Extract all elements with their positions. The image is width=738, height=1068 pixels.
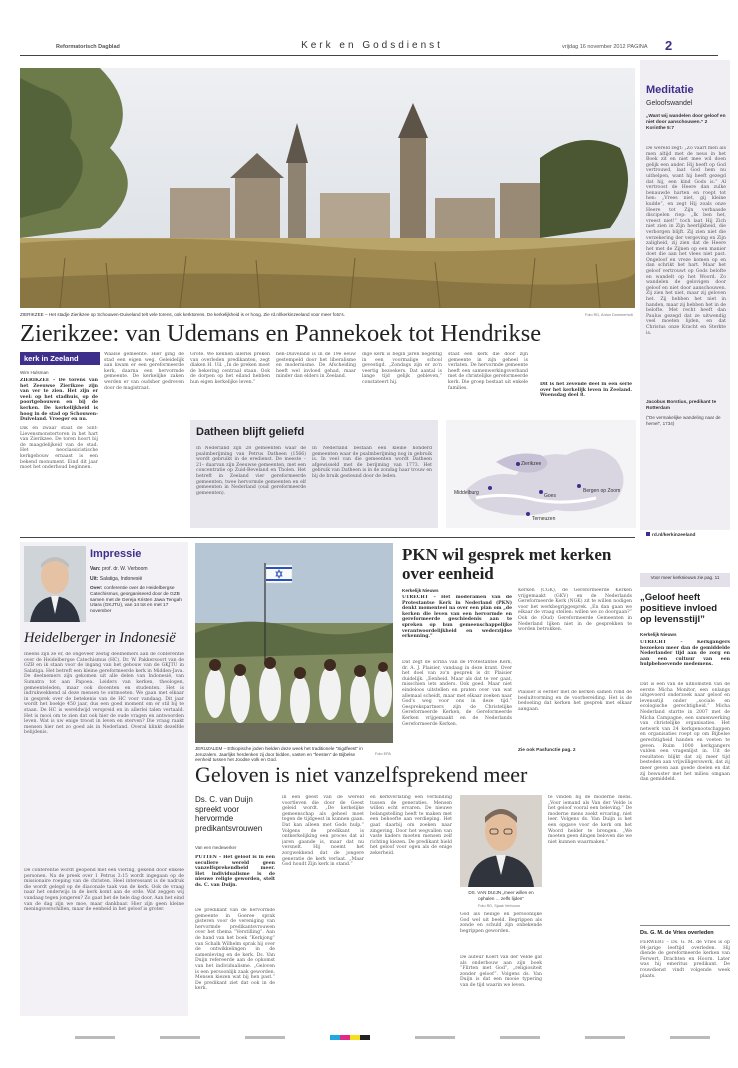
impressie-uit-label: Uit: — [90, 576, 99, 582]
zierikzee-body-col1: Dik en zwaar staat de Sint-Lievensmonstertoren in het hart van Zierikzee. De toren hoort bij de maagdelijkeid van de stad. Het neoclassicistische kerkgebouw ernaast is een bekend monument. Eind dit jaar moet het onderhoud beginnen. — [20, 426, 98, 471]
map-label-goes: Goes — [544, 493, 556, 499]
van-duijn-credit: Foto RD, Sjaak Verboom — [478, 904, 520, 908]
zeeland-link[interactable] — [646, 532, 695, 538]
header-paper-name: Reformatorisch Dagblad — [56, 44, 120, 50]
impressie-uit-value: Salatiga, Indonesië — [99, 576, 143, 582]
zierikzee-author: Wim Hulsman — [20, 370, 49, 375]
zierikzee-body-col4: nen-Duiveland is in de 19e eeuw gestempeld door het liberalisme en modernisme. De Afscheiding heeft wel invloed gehad, maar minder dan elders in Zeeland. — [276, 352, 356, 380]
header-page-label: PAGINA — [627, 44, 648, 50]
impressie-over-label: Over: — [90, 586, 103, 591]
impressie-uit — [90, 576, 185, 582]
geloven-lead: PUTTEN – Het geloof is in een seculiere wereld geen vanzelfsprekendheid meer. Het individualisme is de nieuwe religie geworden, stelt ds. C. van Duijn. — [195, 855, 275, 888]
map-marker-goes — [539, 490, 543, 494]
print-mark-1 — [75, 1036, 115, 1039]
impressie-headline: Heidelberger in Indonesië — [24, 630, 176, 646]
link-icon — [646, 532, 650, 536]
meditation-author: Jacobus Borstius, predikant te Rotterdam — [646, 400, 717, 411]
zeeland-map-image — [446, 420, 636, 528]
link-text[interactable]: rd.nl/kerkinzeeland — [652, 533, 696, 538]
meditation-source: (”De vermakelijke wandeling naar de hemel”, 1734) — [646, 415, 721, 426]
map-label-bergen-op-zoom: Bergen op Zoom — [583, 488, 621, 494]
jeruzalem-crowd-image — [195, 543, 393, 743]
zierikzee-landscape-image — [20, 68, 635, 308]
map-label-zierikzee: Zierikzee — [521, 461, 542, 467]
print-mark-7 — [670, 1036, 710, 1039]
jeruzalem-caption: JERUZALEM – Ethiopische joden hielden deze week het traditionele ”Sigdfeest” in Jeruzalem. Jaarlijks herdenken zij door bidden, vasten en ”feesten” de Bijbelse eenheid tussen het Joodse volk en God. — [195, 746, 363, 763]
header-page-number: 2 — [665, 38, 673, 53]
obit-body: FERWERT – Ds. G. M. de Vries is op 84-jarige leeftijd overleden. Hij diende de gereformeerde kerken van Ferwert, Drachten en Hoorn. Later was hij emeritus predikant. De rouwdienst vindt volgende week plaats. — [640, 940, 730, 979]
jeruzalem-credit: Foto EPA — [375, 752, 391, 756]
impressie-van-label: Van: — [90, 566, 101, 572]
datheen-title: Datheen blijft geliefd — [196, 426, 305, 438]
kerknieuws-ref[interactable]: Voor meer kerknieuws zie pag. 11 — [650, 575, 720, 580]
geloven-body5: De auteur Koert van der Velde gaf als onderbouw aan zijn boek ”Flirten met God”, „religiositeit zonder geloof”. Volgens ds. Van Duijn is dat een mooie typering van de tijd waarin we leven. — [460, 955, 542, 988]
meditation-body: De wereld zegt: „Zo vaart men als men altijd met de neus in het Boek zit en niet mee wil doen gelijk een ander. Hij heeft op God vertrouwd, laat God hem nu uithelpen, want hij heeft gezegd dat hij, een kind Gods is.” Al vertroost de Heere dan zulke benauwde harten en roept tot hen: „Vrees niet, gij kleine kudde”, en zegt Hij zoals onze Heere tot Zijn verbaasde discipelen riep: „Ik ben het, vreest niet!” toch laat Hij Zich niet zien in Zijn heerlijkheid, die verborgen blijft. Zij zien niet die verzekering der vergeving en Zijn zaligheid, zij zien dat de Heere het met de Zijnen op een manier doet die aan het vlees niet past. Ongeloof en vreze komen op en dan schrikt het hart. Maar het geloof vertrouwt op Gods belofte en wandelt op het Woord. Zo wandelen de gelovigen door geloof en niet door aanschouwen. Zij zien het niet, maar zij geloven het. Zij hebben het niet in handen, maar zij hebben het in de belofte. Met recht heeft dan Paulus gezegd dat ze uitwendig veel moeten lijden, en dat Christus onze Kracht en Sterkte is. — [646, 146, 726, 336]
print-swatch-cyan — [330, 1035, 340, 1040]
meditation-quote: „Want wij wandelen door geloof en niet door aanschouwen.” 2 Korinthe 5:7 — [646, 114, 726, 131]
geloof-headline: „Geloof heeft positieve invloed op levensstijl” — [640, 592, 718, 625]
pkn-headline: PKN wil gesprek met kerken over eenheid — [402, 545, 612, 583]
top-photo-caption: ZIERIKZEE – Het stadje Zierikzee op Schouwen-Duiveland telt vele torens, ook kerktorens. De kerkelijkheid is er hoog. Zie rd.nl/kerkinzeeland voor meer foto's. — [20, 312, 345, 317]
kerk-in-zeeland-badge: kerk in Zeeland — [20, 352, 100, 365]
zierikzee-body-col2: Waalse gemeente. Hier ging de stad een eigen weg. Geleidelijk aan kwam er een gereformeerde kerk, daarna een hervormde gemeente. De kerkelijke zaken werden er van oudsher gedreven door de magistraat. — [104, 352, 184, 391]
geloven-body4: te vinden bij de moderne mens. „Voor iemand als Van der Velde is het geloof vooral een beleving.” De moderne mens zoekt ervaring, niet leer. Volgens ds. Van Duijn is het een opgave voor de kerk om het Woord helder te brengen. „We moeten geen dingen beloven die we niet kunnen waarmaken.” — [548, 795, 632, 845]
pkn-kicker: Kerkelijk Nieuws — [402, 588, 439, 593]
impressie-body2: De conferentie wordt geopend met een viering, gekend door enkele personen. Na de preek over 1 Petrus 3:15 wordt ingegaan op de missionaire roeping van de christen. Heel interessant is de nadruk die wordt gelegd op de diaconale taak van de kerk. Ook de vraag naar het onderwijs in de kerk komt aan de orde. Wat zeggen wij vandaag tegen jongeren? Zo gaat het de hele dag door. Aan het eind van de dag zijn we moe, maar dankbaar. Hier zijn geen kleine meningsverschillen, maar de eenheid in het geloof is groter. — [24, 868, 184, 913]
print-mark-4 — [415, 1036, 455, 1039]
map-marker-zierikzee — [516, 462, 520, 466]
impressie-van-value: prof. dr. W. Verboom — [101, 566, 148, 572]
van-duijn-portrait-image — [460, 795, 542, 887]
datheen-text2: In Nederland bestaan een kleine honderd gemeenten waar de psalmberijming nog in gebruik is. In veel van die gemeenten wordt Datheen afgewisseld met de berijming van 1773. Het gebruik van Datheen is in de zondag haar trouw en bij de bruik gesteund door de leden. — [312, 446, 432, 479]
map-label-middelburg: Middelburg — [454, 490, 479, 496]
geloven-intro-title: Ds. C. van Duijn spreekt voor hervormde predikantsvrouwen — [195, 795, 263, 833]
geloven-body: De predikant van de hervormde gemeente in Goeree sprak gisteren voor de vereniging van hervormde predikantsvrouwen over het thema ”Verstilling”. Aan de hand van het boek ”Kerkjong” van Schalk Wilhelm sprak hij over de ontwikkelingen in de samenleving en de kerk. Ds. Van Duijn refereerde aan de opkomst van het individualisme. „Geloven is een persoonlijk zaak geworden. Mensen kiezen wat bij hen past.” De predikant ziet dat ook in de kerk. — [195, 908, 275, 992]
zierikzee-lead: ZIERIKZEE – De torens van het Zeeuwse Zierikzee zijn van ver te zien. Het zijn er veel: op het stadhuis, op de poortgebouwen en bij de kerken. De kerkelijkheid is hoog in de stad op Schouwen-Duiveland. Vroeger en nu. — [20, 378, 98, 423]
header-section-title: Kerk en Godsdienst — [301, 40, 443, 51]
geloof-body: Dat is een van de uitkomsten van de eerste Micha Monitor, een onlangs uitgevoerd onderzoek naar geloof en levensstijl onder „sociale en ecologische gerechtigheid.” Micha Nederland startte in 2007 met de Micha Campagne, een samenwerking van christelijke organisaties. Het netwerk van 24 kerkgenootschappen en organisaties roept op om Bijbelse gerechtigheid handen en voeten te geven. Ruim 1000 kerkgangers vulden een vragenlijst in. Uit de resultaten blijkt dat zij meer tijd besteden aan vrijwilligerswerk, dat zij meer geven aan goede doelen en dat zij bewuster met het milieu omgaan dan gemiddeld. — [640, 682, 730, 783]
print-swatch-black — [360, 1035, 370, 1040]
header-rule — [20, 55, 718, 56]
print-swatch-yellow — [350, 1035, 360, 1040]
pkn-body: Dat zegt de scriba van de Protestantse Kerk, dr. A. J. Plaisier, vandaag in deze krant. Over het doel van zo'n gesprek is dr. Plaisier duidelijk. „Eenheid. Maar als dat te ver gaat, misschien iets anders. Ook goed. Maar niet eindeloos uitstellen en praten over van wat allemaal scheidt, maar met elkaar zoeken naar God's weg voor ons in deze tijd.” Gesprekspartners zijn de Christelijke Gereformeerde Kerken, de Gereformeerde Kerken vrijgemaakt en de Nederlands Gereformeerde Kerken. — [402, 660, 512, 727]
geloven-body3: en kerkverlating een verbinding tussen de generaties. Mensen willen echt ervaren. De nieuwe belangstelling heeft te maken met een behoefte aan verdieping. Het gaat daarbij om zoeken naar zingeving. Door het wegvallen van vaste kaders moeten mensen zelf richting kiezen. De predikant hield het geloof voor ogen als de enige zekerheid. — [370, 795, 452, 856]
zierikzee-body-col5: dige kerk is begin jaren negentig in een voormalige school gevestigd. „Zondags zijn er zo'n veertig bezoekers. Dat aantal is lange tijd gelijk gebleven,” constateert hij. — [362, 352, 442, 385]
geloven-portrait-text: God als heilige en persoonlijke God wel uit beeld. Begrippen als zonde en schuld zijn onbekende begrippen geworden. — [460, 912, 542, 934]
pkn-body2: Kerken (CGK), de Gereformeerde Kerken vrijgemaakt (GKV) en de Nederlands Gereformeerde Kerk (NGK) zit te willen nodigen voor het werkbegripgesprek. „En dan gaan we elkaar de vraag stellen: willen we zo doorgaan?” Ook de (Oud) Gereformeerde Gemeenten in Nederland lijken niet in de gesprekken te worden betrokken. — [518, 588, 632, 633]
map-label-terneuzen: Terneuzen — [532, 516, 556, 522]
verboom-portrait-image — [24, 546, 86, 622]
zierikzee-body-col3: Grote. We kennen allerlei preken van overleden predikanten, zegt diaken H. Uil. „In de preken moet de bekering centraal staan. Ook de dorpen op het eiland hebben hun eigen kerkelijke leven.” — [190, 352, 270, 385]
meditation-title: Meditatie — [646, 84, 694, 96]
print-mark-5 — [500, 1036, 540, 1039]
series-note: Dit is het zevende deel in een serie over het kerkelijk leven in Zeeland. Woensdag deel 8. — [540, 382, 632, 399]
van-duijn-caption: DS. VAN DUIJN „meer willen en ophalen ... zelfs lijden” — [468, 890, 534, 901]
zierikzee-body-col6: staat een kerk die door zijn gemeente in zijn geheel is verlaten. De hervormde gemeente heeft een samenwerkingsverband met de christelijke gereformeerde kerk. Die groep bestaat uit enkele families. — [448, 352, 528, 391]
map-marker-bergen-op-zoom — [577, 484, 581, 488]
impressie-title: Impressie — [90, 548, 142, 560]
geloven-body2: in een geest van de wereld voortleven die door de Geest geleid wordt. „De kerkelijke gemeenschap als geheel moet tegen de tijdgeest in kunnen gaan. Dat kan alleen met Gods hulp.” Volgens de predikant is ontkerkelijking een proces dat al jaren gaande is, maar dat nu versnelt. Hij noemt het zorgwekkend dat de jongere generatie de kerk verlaat. „Maar God houdt Zijn kerk in stand.” — [282, 795, 364, 868]
pkn-body3: Plaisier is eerder met de kerken samen rond de besluitvorming en de voorbereiding. Het is de bedoeling dat kerken het gesprek met elkaar aangaan. — [518, 690, 632, 712]
impressie-over — [90, 586, 185, 615]
van-duijn-portrait — [460, 795, 542, 887]
header-date-text: vrijdag 16 november 2012 — [562, 44, 626, 50]
verboom-portrait — [24, 546, 86, 622]
print-color-bar — [330, 1035, 370, 1040]
geloven-headline: Geloven is niet vanzelfsprekend meer — [195, 762, 528, 787]
jeruzalem-photo — [195, 543, 393, 743]
section-divider — [20, 537, 635, 538]
meditation-subtitle: Geloofswandel — [646, 100, 693, 107]
geloof-kicker: Kerkelijk Nieuws — [640, 632, 677, 637]
geloven-byline: Van een medewerker — [195, 845, 237, 850]
impressie-body: Ineens zijn ze er, de ongeveer zestig deelnemers aan de conferentie over de Heidelbergse Catechismus (HC). Dr. W. Pakkersoort van de GZB en ik staan voor de ingang van het gebouw van de GKJTU in Salatiga. Het betreft een kleine gereformeerde kerk in Midden-Java. De deelnemers zijn gekomen uit alle delen van Indonesië, van Sumatra tot aan Papoea. Leiders van kerken, theologen, gemeenteleden, maar ook docenten en studenten. Het is indrukwekkend al deze mensen te ontmoeten. We gaan met elkaar in gesprek over de betekenis van de HC voor vandaag. Dit jaar wordt het boekje 450 jaar, dus een goed moment om er stil bij te staan. De HC is wereldwijd verspreid en in allerlei talen vertaald. Het is mooi om te zien dat ook hier de oude vragen en antwoorden leven. Wat is uw enige troost in leven en sterven? Die vraag raakt mensen hier net zo goed als in Nederland. Overal klinkt dezelfde belijdenis. — [24, 652, 184, 736]
zierikzee-photo — [20, 68, 635, 308]
print-mark-6 — [585, 1036, 625, 1039]
header-date — [562, 44, 648, 50]
top-photo-credit: Foto RD, Anton Dommerholt — [585, 313, 633, 317]
print-swatch-magenta — [340, 1035, 350, 1040]
print-mark-2 — [160, 1036, 200, 1039]
pkn-continued[interactable]: Zie ook Pasfunctie pag. 2 — [518, 748, 576, 753]
zierikzee-headline: Zierikzee: van Udemans en Pannekoek tot Hendrikse — [20, 320, 542, 347]
pkn-lead: UTRECHT – Het moderamen van de Protestantse Kerk in Nederland (PKN) denkt momenteel na over een plan om „de kerken die leven van een hervormde en gereformeerde geschiedenis aan te spreken op hun gemeenschappelijke verantwoordelijkheid en wederzijdse erkenning.” — [402, 595, 512, 640]
datheen-text: In Nederland zijn 28 gemeenten waar de psalmberijming van Petrus Datheen (1566) wordt gebruikt in de eredienst. De meeste –21– daarvan zijn Zeeuwse gemeenten, met een concentratie op Zuid-Beveland en Tholen. Het betreft in Zeeland vier gereformeerde gemeenten, twee hervormde gemeenten en elf gemeenten in Nederland (oud gereformeerde gemeenten). — [196, 446, 306, 496]
obit-title: Ds. G. M. de Vries overleden — [640, 930, 714, 936]
geloof-lead: UTRECHT – Kerkgangers bezoeken meer dan de gemiddelde Nederlander tijd aan de zorg en aan een cultuur van een hulpbehoevende medemens. — [640, 640, 730, 668]
obit-rule — [640, 925, 730, 926]
impressie-van — [90, 566, 185, 572]
impressie-over-value: conferentie over de Heidelbergse Catechismus, georganiseerd door de GZB samen met de Gereja Kristen Jawa Tengah Utara (GKJTU), van 14 tot en met 17 november — [90, 586, 182, 615]
map-marker-middelburg — [488, 486, 492, 490]
map-marker-terneuzen — [526, 512, 530, 516]
print-mark-3 — [245, 1036, 285, 1039]
zeeland-map — [446, 420, 636, 528]
